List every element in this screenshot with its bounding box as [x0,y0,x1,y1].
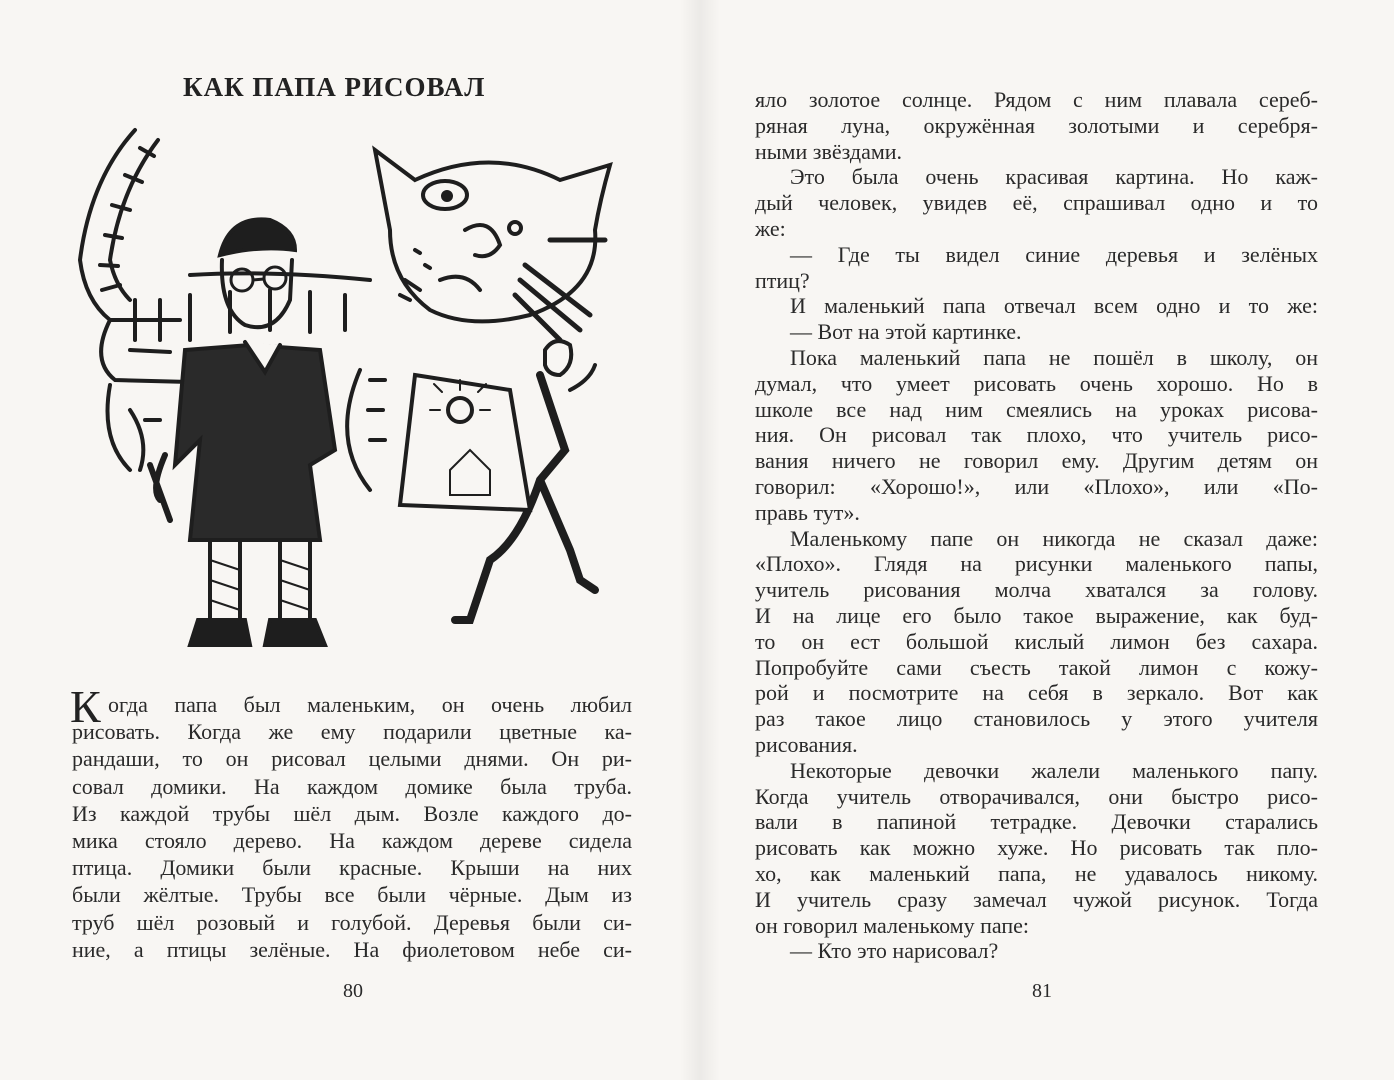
illustration-boy-cat-teacher [70,120,630,660]
text-line: «Плохо». Глядя на рисунки маленького папы, [755,551,1318,577]
text-line: ния. Он рисовал так плохо, что учитель рисо- [755,422,1318,448]
text-line: рисовать как можно хуже. Но рисовать так пло- [755,835,1318,861]
text-line: Это была очень красивая картина. Но каж- [790,164,1318,190]
text-line: были жёлтые. Трубы все были чёрные. Дым из [72,882,632,908]
text-line: рисовать. Когда же ему подарили цветные ка- [72,719,632,745]
text-line: — Кто это нарисовал? [790,938,999,964]
text-line: рисования. [755,732,858,757]
text-line: И учитель сразу замечал чужой рисунок. Тогда [755,886,1318,912]
text-line: Попробуйте сами съесть такой лимон с кожу- [755,654,1318,680]
text-line: Пока маленький папа не пошёл в школу, он [790,345,1318,370]
text-line: Некоторые девочки жалели маленького папу. [790,757,1318,783]
text-line: учитель рисования молча хватался за голову. [755,577,1318,603]
text-line: Когда учитель отворачивался, они быстро рисо- [755,783,1318,809]
cat-tail [80,130,158,320]
cat-head [375,150,610,340]
page-number-left: 80 [343,980,363,1002]
text-line: Маленькому папе он никогда не сказал даже: [790,525,1318,551]
text-line: ние, а птицы зелёные. На фиолетовом небе си- [72,936,632,962]
text-line: — Где ты видел синие деревья и зелёных [790,241,1318,267]
text-line: школе все над ним смеялись на уроках рисова- [755,396,1318,422]
text-line: — Вот на этой картинке. [790,319,1022,345]
text-line: хо, как маленький папа, не удавалось никому. [755,861,1318,886]
text-line: совал домики. На каждом домике была труба. [72,773,632,799]
text-line: ряная луна, окружённая золотыми и серебря- [755,112,1318,138]
text-line: то он ест большой кислый лимон без сахара. [755,628,1318,654]
text-line: раз такое лицо становилось у этого учителя [755,706,1318,732]
drawing-paper [400,375,530,510]
text-line: рой и посмотрите на себя в зеркало. Вот как [755,680,1318,706]
text-line: говорил: «Хорошо!», или «Плохо», или «По- [755,474,1318,499]
text-line: ными звёздами. [755,138,903,164]
boy-figure [150,219,335,645]
text-line: он говорил маленькому папе: [755,912,1029,938]
text-line: птица. Домики были красные. Крыши на них [72,855,632,881]
text-line: мика стояло дерево. На каждом дереве сидела [72,828,632,853]
text-line: вали в папиной тетрадке. Девочки старались [755,809,1318,835]
book-gutter-shadow [680,0,720,1080]
text-line: И на лице его было такое выражение, как буд- [755,603,1318,628]
text-line: же: [755,216,786,241]
text-line: труб шёл розовый и голубой. Деревья были си- [72,909,632,935]
text-line: яло золотое солнце. Рядом с ним плавала сереб- [755,87,1318,112]
page-number-right: 81 [1032,980,1052,1002]
drop-cap: К [70,681,101,732]
text-line: птиц? [755,267,810,293]
text-line: вания ничего не говорил ему. Другим детям он [755,448,1318,474]
text-line: огда папа был маленьким, он очень любил [108,692,632,717]
text-line: И маленький папа отвечал всем одно и то же: [790,293,1318,319]
text-line: правь тут». [755,499,860,525]
text-line: Из каждой трубы шёл дым. Возле каждого до- [72,800,632,826]
chapter-title: КАК ПАПА РИСОВАЛ [183,72,486,102]
text-line: рандаши, то он рисовал целыми днями. Он ри- [72,746,632,772]
text-line: дый человек, увидев её, спрашивал одно и то [755,190,1318,216]
text-line: думал, что умеет рисовать очень хорошо. Но в [755,370,1318,396]
